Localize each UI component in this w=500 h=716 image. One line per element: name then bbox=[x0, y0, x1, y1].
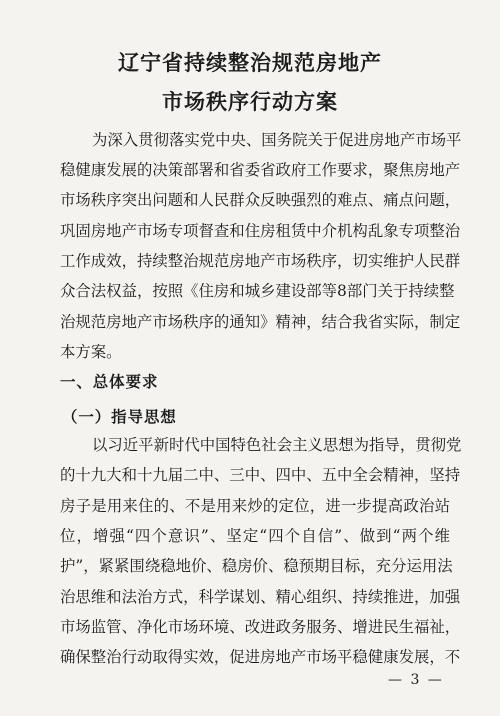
intro-paragraph-line: 巩固房地产市场专项督查和住房租赁中介机构乱象专项整治 bbox=[60, 222, 461, 240]
intro-paragraph-line: 工作成效，持续整治规范房地产市场秩序，切实维护人民群 bbox=[60, 252, 461, 270]
guiding-paragraph-line: 以习近平新时代中国特色社会主义思想为指导，贯彻党 bbox=[92, 436, 462, 454]
guiding-paragraph-line: 治思维和法治方式，科学谋划、精心组织、持续推进，加强 bbox=[60, 588, 461, 606]
document-title-line-2: 市场秩序行动方案 bbox=[162, 90, 338, 114]
intro-paragraph-line: 市场秩序突出问题和人民群众反映强烈的难点、痛点问题， bbox=[60, 191, 461, 209]
document-title-line-1: 辽宁省持续整治规范房地产 bbox=[118, 51, 382, 75]
intro-paragraph-line: 本方案。 bbox=[60, 343, 122, 361]
subsection-heading: （一）指导思想 bbox=[62, 408, 177, 426]
guiding-paragraph-line: 护”，紧紧围绕稳地价、稳房价、稳预期目标，充分运用法 bbox=[60, 557, 453, 575]
guiding-paragraph-line: 房子是用来住的、不是用来炒的定位，进一步提高政治站 bbox=[60, 497, 450, 515]
intro-paragraph-line: 为深入贯彻落实党中央、国务院关于促进房地产市场平 bbox=[92, 131, 462, 149]
intro-paragraph-line: 稳健康发展的决策部署和省委省政府工作要求，聚焦房地产 bbox=[60, 161, 461, 179]
guiding-paragraph-line: 的十九大和十九届二中、三中、四中、五中全会精神，坚持 bbox=[60, 466, 461, 484]
guiding-paragraph-line: 市场监管、净化市场环境、改进政务服务、增进民生福祉， bbox=[60, 618, 461, 636]
intro-paragraph-line: 众合法权益，按照《住房和城乡建设部等8部门关于持续整 bbox=[60, 282, 455, 300]
guiding-paragraph-line: 确保整治行动取得实效，促进房地产市场平稳健康发展，不 bbox=[60, 648, 461, 666]
intro-paragraph-line: 治规范房地产市场秩序的通知》精神，结合我省实际，制定 bbox=[60, 313, 461, 331]
section-heading: 一、总体要求 bbox=[60, 373, 159, 391]
guiding-paragraph-line: 位，增强“四个意识”、坚定“四个自信”、做到“两个维 bbox=[60, 527, 450, 545]
page-number: — 3 — bbox=[388, 672, 444, 688]
